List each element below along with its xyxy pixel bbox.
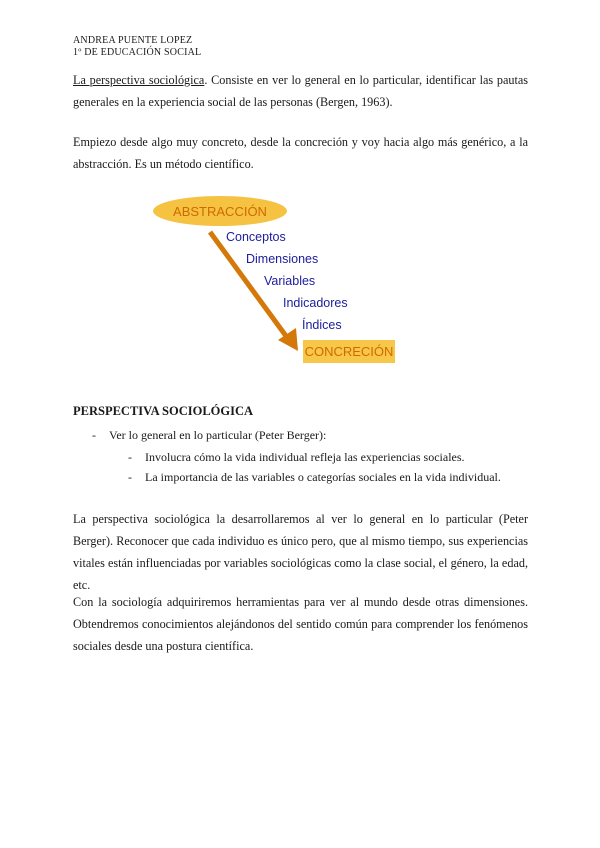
sub-bullet-text: Involucra cómo la vida individual refleja las experiencias sociales. — [145, 450, 465, 464]
step-indicadores: Indicadores — [283, 296, 348, 310]
sub-bullet-dash: - — [128, 450, 132, 464]
abstraction-diagram — [150, 190, 410, 370]
intro-definition: . Consiste en ver lo general en lo particular, identificar las pautas generales en la experiencia social de las personas (Bergen, 1963). — [73, 73, 529, 109]
sub-bullet-text: La importancia de las variables o categorías sociales en la vida individual. — [145, 470, 501, 484]
method-paragraph: Empiezo desde algo muy concreto, desde la concreción y voy hacia algo más genérico, a la abstracción. Es un método científico. — [73, 135, 528, 171]
abstraction-label: ABSTRACCIÓN — [173, 204, 267, 219]
step-conceptos: Conceptos — [226, 230, 286, 244]
bullet-text: Ver lo general en lo particular (Peter Berger): — [109, 428, 327, 442]
berger-paragraph: La perspectiva sociológica la desarrollaremos al ver lo general en lo particular (Peter Berger). Reconocer que cada individuo es único pero, que al mismo tiempo, sus experiencias vitales están influenciadas por variables sociológicas como la clase social, el género, la edad, etc. — [73, 512, 528, 592]
intro-paragraph — [73, 69, 528, 113]
document-header — [73, 35, 201, 59]
bullet-dash: - — [92, 428, 96, 442]
section-title: PERSPECTIVA SOCIOLÓGICA — [73, 404, 254, 418]
conclusion-paragraph: Con la sociología adquiriremos herramientas para ver al mundo desde otras dimensiones. Obtendremos conocimientos alejándonos del sentido común para comprender los fenómenos sociales desde una postura científica. — [73, 595, 528, 653]
course-name: 1º DE EDUCACIÓN SOCIAL — [73, 47, 202, 58]
sub-bullet-dash: - — [128, 470, 132, 484]
step-indices: Índices — [302, 318, 342, 332]
step-variables: Variables — [264, 274, 316, 288]
author-name: ANDREA PUENTE LOPEZ — [73, 35, 193, 46]
intro-term: La perspectiva sociológica — [73, 73, 205, 87]
concretion-label: CONCRECIÓN — [304, 344, 394, 359]
step-dimensiones: Dimensiones — [246, 252, 319, 266]
